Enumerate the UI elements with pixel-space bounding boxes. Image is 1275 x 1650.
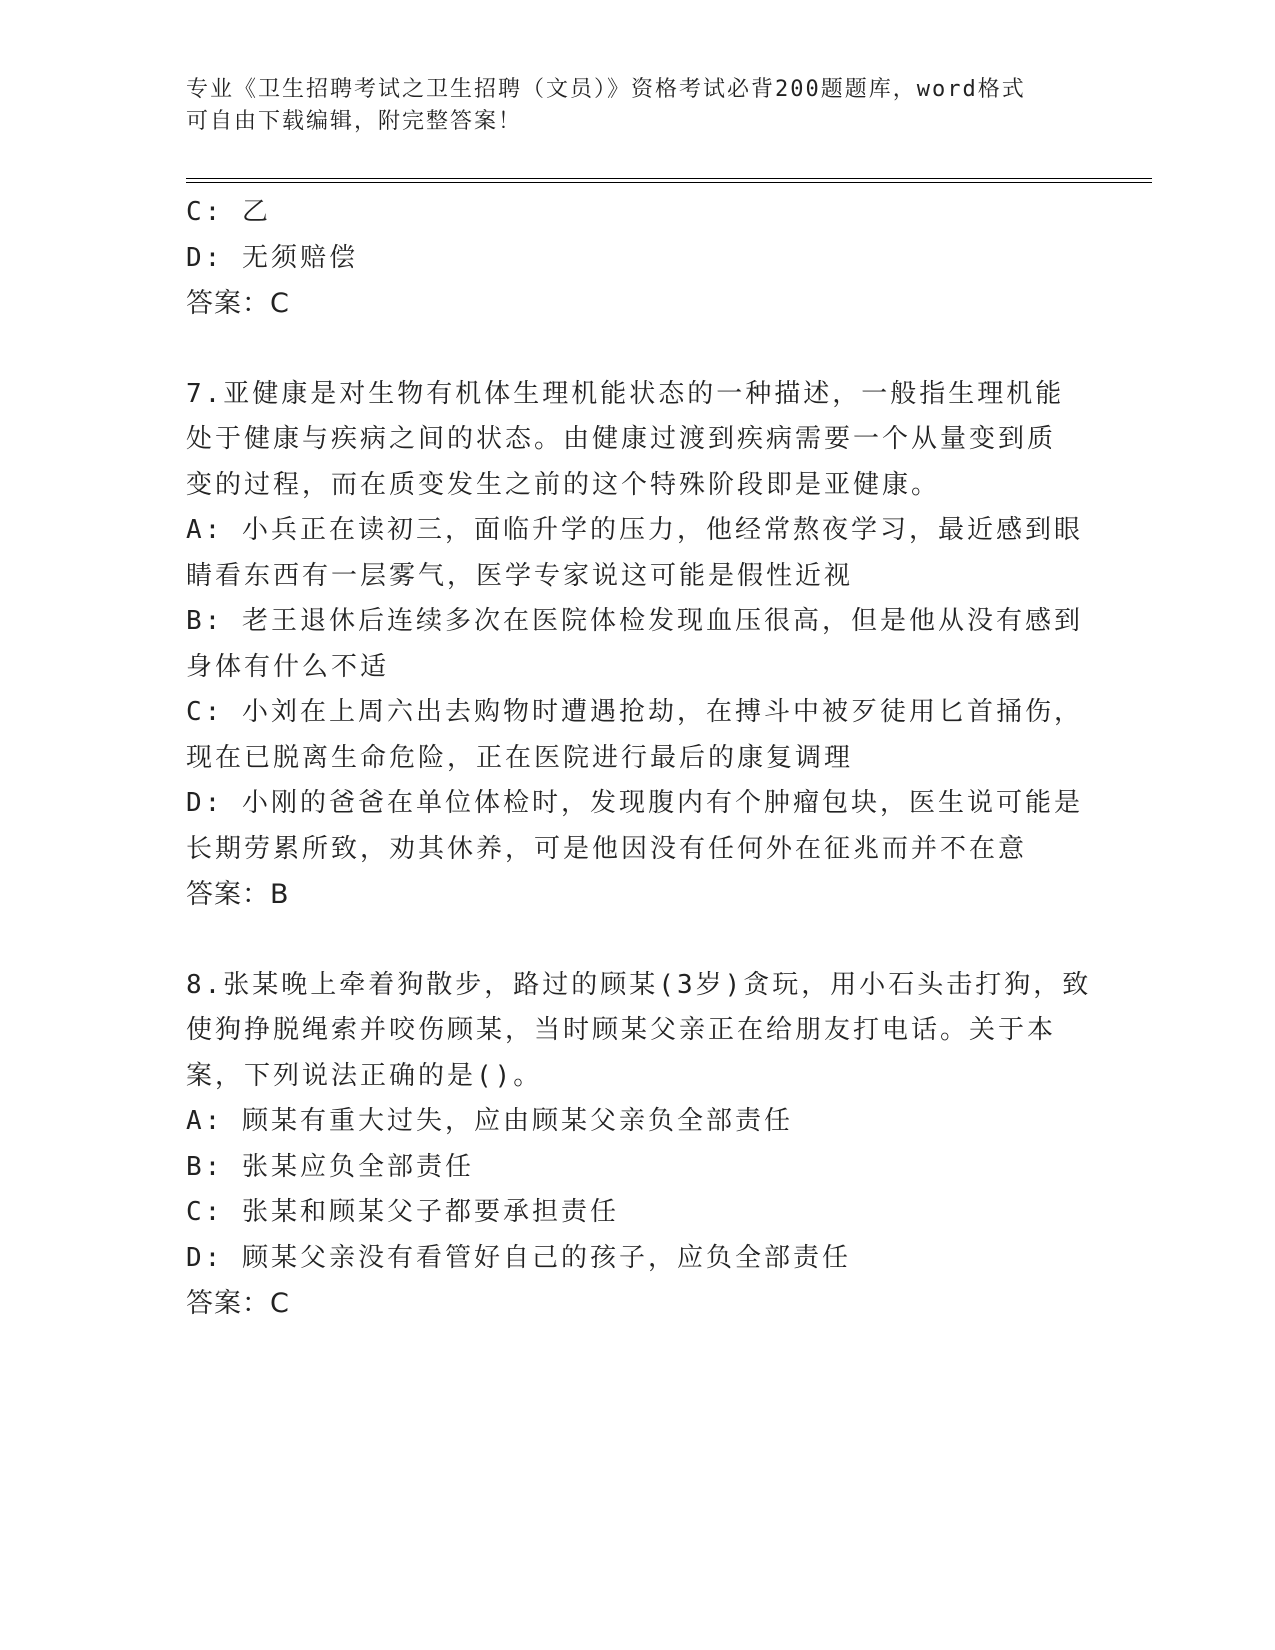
header-divider <box>186 178 1152 183</box>
answer-line: 答案：C <box>186 1288 290 1319</box>
question-stem-line: 处于健康与疾病之间的状态。由健康过渡到疾病需要一个从量变到质 <box>186 424 1057 454</box>
document-body <box>186 190 1092 1327</box>
option-b-line: B: 老王退休后连续多次在医院体检发现血压很高，但是他从没有感到 <box>186 606 1083 636</box>
option-c-line: 现在已脱离生命危险，正在医院进行最后的康复调理 <box>186 742 854 773</box>
page-header <box>186 74 1086 138</box>
option-a-line: A: 顾某有重大过失，应由顾某父亲负全部责任 <box>186 1106 793 1136</box>
spacer <box>186 918 1086 963</box>
answer-line: 答案：B <box>186 879 290 910</box>
answer-line: 答案：C <box>186 288 290 319</box>
question-stem-line: 使狗挣脱绳索并咬伤顾某，当时顾某父亲正在给朋友打电话。关于本 <box>186 1015 1057 1045</box>
option-d-line: 长期劳累所致，劝其休养，可是他因没有任何外在征兆而并不在意 <box>186 833 1028 864</box>
question-7 <box>186 372 1086 918</box>
question-stem-line: 8.张某晚上牵着狗散步，路过的顾某(3岁)贪玩，用小石头击打狗，致 <box>186 969 1092 1000</box>
option-d: D: 无须赔偿 <box>186 242 358 273</box>
question-stem-line: 变的过程，而在质变发生之前的这个特殊阶段即是亚健康。 <box>186 469 941 500</box>
header-title-line-2: 可自由下载编辑，附完整答案！ <box>186 109 523 134</box>
option-c-line: C: 小刘在上周六出去购物时遭遇抢劫，在搏斗中被歹徒用匕首捅伤， <box>186 697 1083 727</box>
option-b-line: 身体有什么不适 <box>186 651 390 682</box>
option-c-line: C: 张某和顾某父子都要承担责任 <box>186 1197 619 1227</box>
option-a-line: A: 小兵正在读初三，面临升学的压力，他经常熬夜学习，最近感到眼 <box>186 515 1083 545</box>
option-a-line: 睛看东西有一层雾气，医学专家说这可能是假性近视 <box>186 560 854 591</box>
question-6-tail <box>186 190 1086 327</box>
header-title-line-1: 专业《卫生招聘考试之卫生招聘（文员）》资格考试必背200题题库，word格式 <box>186 77 1026 102</box>
option-c: C: 乙 <box>186 197 271 227</box>
option-d-line: D: 顾某父亲没有看管好自己的孩子，应负全部责任 <box>186 1242 851 1273</box>
question-8 <box>186 963 1092 1327</box>
option-d-line: D: 小刚的爸爸在单位体检时，发现腹内有个肿瘤包块，医生说可能是 <box>186 788 1083 818</box>
spacer <box>186 327 1086 372</box>
option-b-line: B: 张某应负全部责任 <box>186 1151 474 1182</box>
question-stem-line: 7.亚健康是对生物有机体生理机能状态的一种描述，一般指生理机能 <box>186 378 1065 409</box>
question-stem-line: 案，下列说法正确的是()。 <box>186 1060 543 1091</box>
